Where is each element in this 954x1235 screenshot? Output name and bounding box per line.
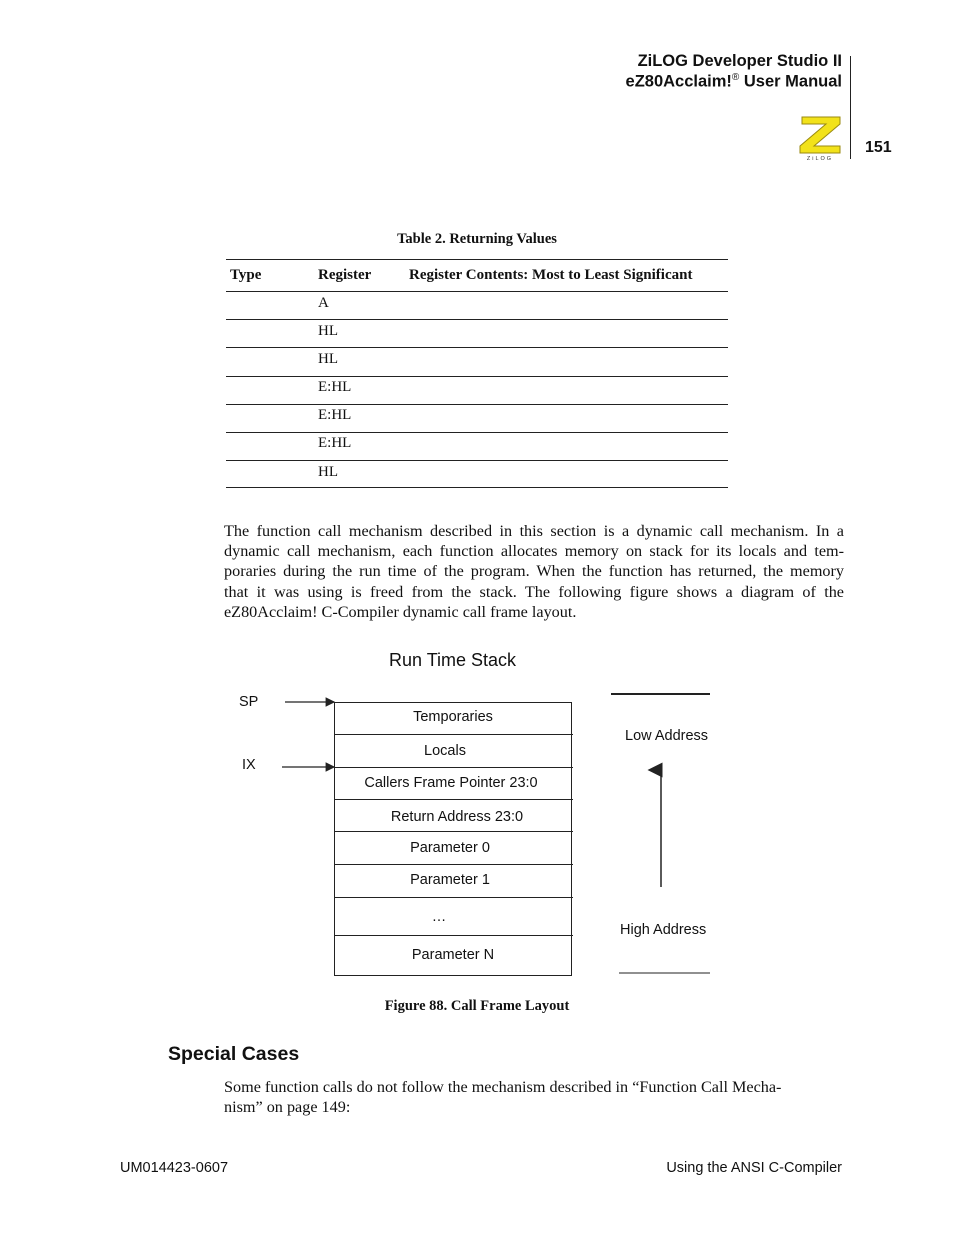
paragraph-line: The function call mechanism described in this section is a dynamic call mechanism. In a (224, 522, 844, 540)
table-row-register: HL (318, 464, 338, 480)
header-title-line2 (626, 72, 842, 92)
paragraph-line: that it was using is freed from the stack. The following figure shows a diagram of the (224, 582, 844, 601)
table-caption: Table 2. Returning Values (397, 231, 557, 247)
run-time-stack (334, 702, 572, 976)
stack-divider (335, 767, 573, 768)
high-address-label: High Address (620, 922, 707, 938)
stack-divider (335, 864, 573, 865)
stack-row-parameter-1: Parameter 1 (410, 872, 490, 888)
section-paragraph (224, 1077, 844, 1117)
paragraph-line: poraries during the run time of the program. When the function has returned, the memory (224, 562, 844, 581)
paragraph-line: nism” on page 149: (224, 1098, 351, 1117)
header-vertical-rule (850, 56, 851, 159)
registered-mark: ® (731, 72, 740, 83)
table-row-register: E:HL (318, 435, 352, 451)
table-row-register: HL (318, 323, 338, 339)
table-row-rule (226, 376, 728, 377)
table-row-register: E:HL (318, 379, 352, 395)
sp-label: SP (239, 694, 259, 710)
table-header-type: Type (230, 267, 262, 283)
table-bottom-rule (226, 487, 728, 488)
stack-divider (335, 831, 573, 832)
header-product-name: eZ80Acclaim! (625, 72, 732, 91)
table-row-rule (226, 432, 728, 433)
zilog-logo-icon (796, 113, 844, 161)
stack-row-temporaries: Temporaries (413, 709, 493, 725)
header-manual-label: User Manual (739, 72, 842, 91)
stack-row-parameter-n: Parameter N (411, 947, 495, 963)
page-number: 151 (865, 139, 892, 156)
table-header-rule (226, 291, 728, 292)
table-row-register: E:HL (318, 407, 352, 423)
pointer-arrows (280, 694, 340, 774)
figure-caption: Figure 88. Call Frame Layout (384, 998, 570, 1014)
figure-title: Run Time Stack (389, 650, 517, 670)
stack-divider (335, 935, 573, 936)
table-row-register: A (318, 295, 329, 311)
paragraph-line: eZ80Acclaim! C-Compiler dynamic call frame layout. (224, 602, 577, 621)
paragraph-line: dynamic call mechanism, each function allocates memory on stack for its locals and tem- (224, 542, 844, 561)
footer-chapter: Using the ANSI C-Compiler (666, 1160, 842, 1176)
table-header-contents: Register Contents: Most to Least Significant (409, 267, 693, 283)
paragraph-line: Some function calls do not follow the mechanism described in “Function Call Mecha- (224, 1078, 782, 1096)
table-row-register: HL (318, 351, 338, 367)
table-top-rule (226, 259, 728, 260)
footer-doc-id: UM014423-0607 (120, 1160, 229, 1176)
stack-divider (335, 897, 573, 898)
stack-row-callers-frame-pointer: Callers Frame Pointer 23:0 (364, 775, 538, 791)
table-row-rule (226, 404, 728, 405)
table-row-rule (226, 460, 728, 461)
stack-divider (335, 734, 573, 735)
table-row-rule (226, 319, 728, 320)
stack-row-return-address: Return Address 23:0 (390, 809, 524, 825)
stack-row-parameter-0: Parameter 0 (410, 840, 490, 856)
stack-divider (335, 799, 573, 800)
table-row-rule (226, 347, 728, 348)
stack-row-locals: Locals (424, 743, 466, 759)
stack-row-ellipsis: … (431, 909, 447, 925)
section-heading: Special Cases (168, 1043, 300, 1065)
body-paragraph (224, 521, 844, 622)
table-header-register: Register (318, 267, 372, 283)
logo-text: ZiLOG (806, 156, 834, 161)
ix-label: IX (242, 757, 256, 773)
header-title-line1: ZiLOG Developer Studio II (637, 52, 842, 70)
low-address-label: Low Address (625, 728, 709, 744)
